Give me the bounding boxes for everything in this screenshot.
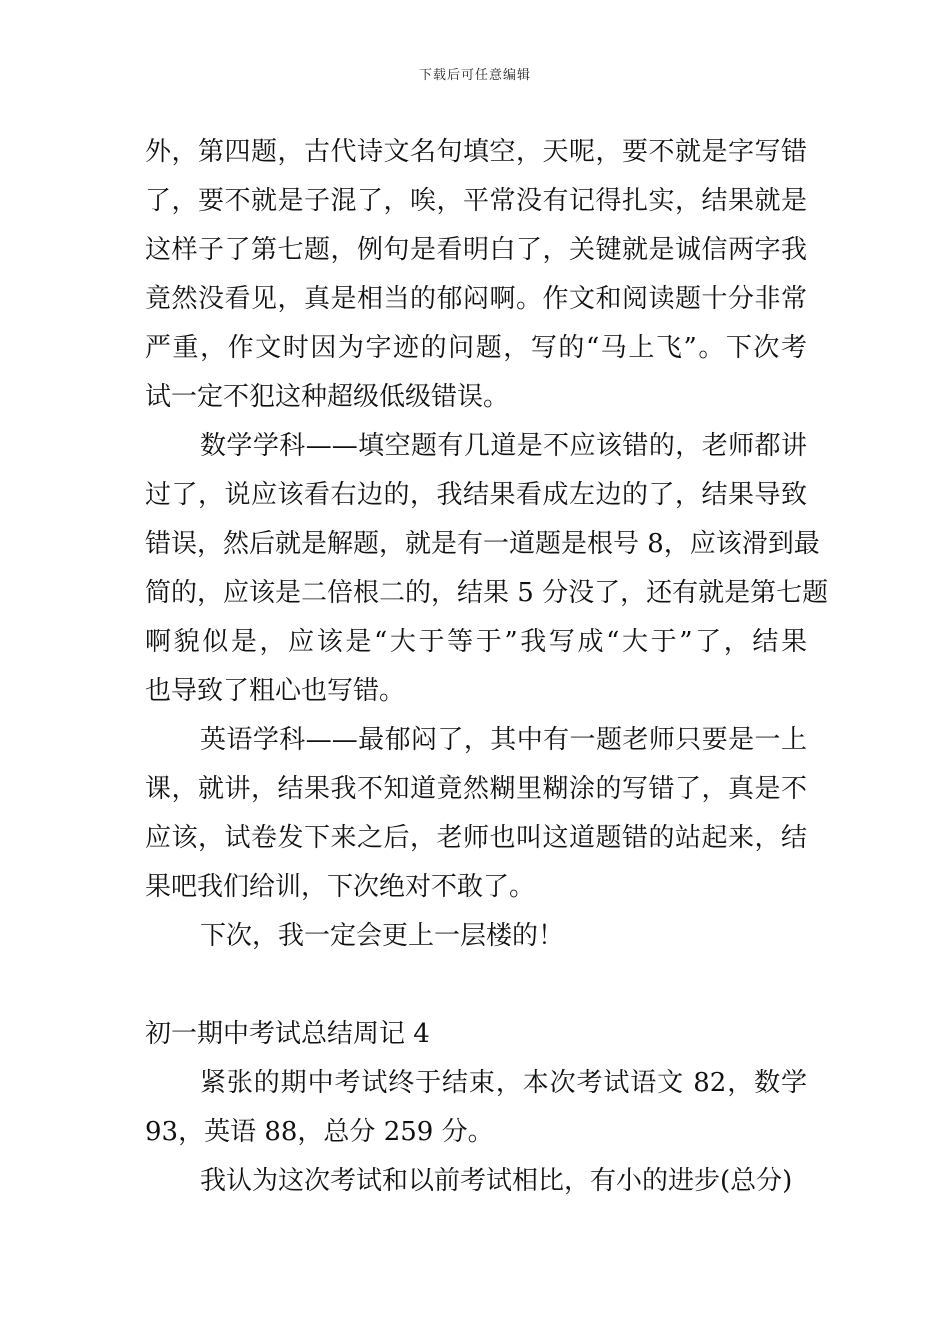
paragraph <box>145 422 829 716</box>
text-line: 课，就讲，结果我不知道竟然糊里糊涂的写错了，真是不 <box>145 774 807 804</box>
text-line: 简的，应该是二倍根二的，结果 5 分没了，还有就是第七题 <box>145 578 829 608</box>
text-line: 外，第四题，古代诗文名句填空，天呢，要不就是字写错 <box>145 137 807 167</box>
text-line: 下次，我一定会更上一层楼的！ <box>200 921 565 951</box>
paragraph <box>145 1059 807 1157</box>
text-line: 过了，说应该看右边的，我结果看成左边的了，结果导致 <box>145 480 807 510</box>
text-line: 紧张的期中考试终于结束，本次考试语文 82，数学 <box>200 1068 807 1098</box>
text-line: 数学学科——填空题有几道是不应该错的，老师都讲 <box>200 431 807 461</box>
section-title: 初一期中考试总结周记 4 <box>145 1019 430 1049</box>
text-line: 应该，试卷发下来之后，老师也叫这道题错的站起来，结 <box>145 823 807 853</box>
paragraph <box>145 128 807 422</box>
text-line: 啊貌似是，应该是“大于等于”我写成“大于”了，结果 <box>145 627 807 657</box>
text-line: 试一定不犯这种超级低级错误。 <box>145 382 510 412</box>
text-line: 严重，作文时因为字迹的问题，写的“马上飞”。下次考 <box>145 333 807 363</box>
page-header: 下载后可任意编辑 <box>418 68 531 83</box>
text-line: 果吧我们给训，下次绝对不敢了。 <box>145 872 536 902</box>
text-line: 错误，然后就是解题，就是有一道题是根号 8，应该滑到最 <box>145 529 820 559</box>
text-line: 93，英语 88，总分 259 分。 <box>145 1117 494 1147</box>
paragraph <box>145 1157 807 1206</box>
document-body <box>145 128 829 1206</box>
text-line: 我认为这次考试和以前考试相比，有小的进步(总分) <box>200 1166 793 1196</box>
paragraph <box>145 716 807 912</box>
paragraph-gap <box>145 961 807 1010</box>
text-line: 英语学科——最郁闷了，其中有一题老师只要是一上 <box>200 725 807 755</box>
text-line: 竟然没看见，真是相当的郁闷啊。作文和阅读题十分非常 <box>145 284 807 314</box>
text-line: 这样子了第七题，例句是看明白了，关键就是诚信两字我 <box>145 235 807 265</box>
text-line: 了，要不就是子混了，唉，平常没有记得扎实，结果就是 <box>145 186 807 216</box>
text-line: 也导致了粗心也写错。 <box>145 676 406 706</box>
paragraph <box>145 912 807 961</box>
